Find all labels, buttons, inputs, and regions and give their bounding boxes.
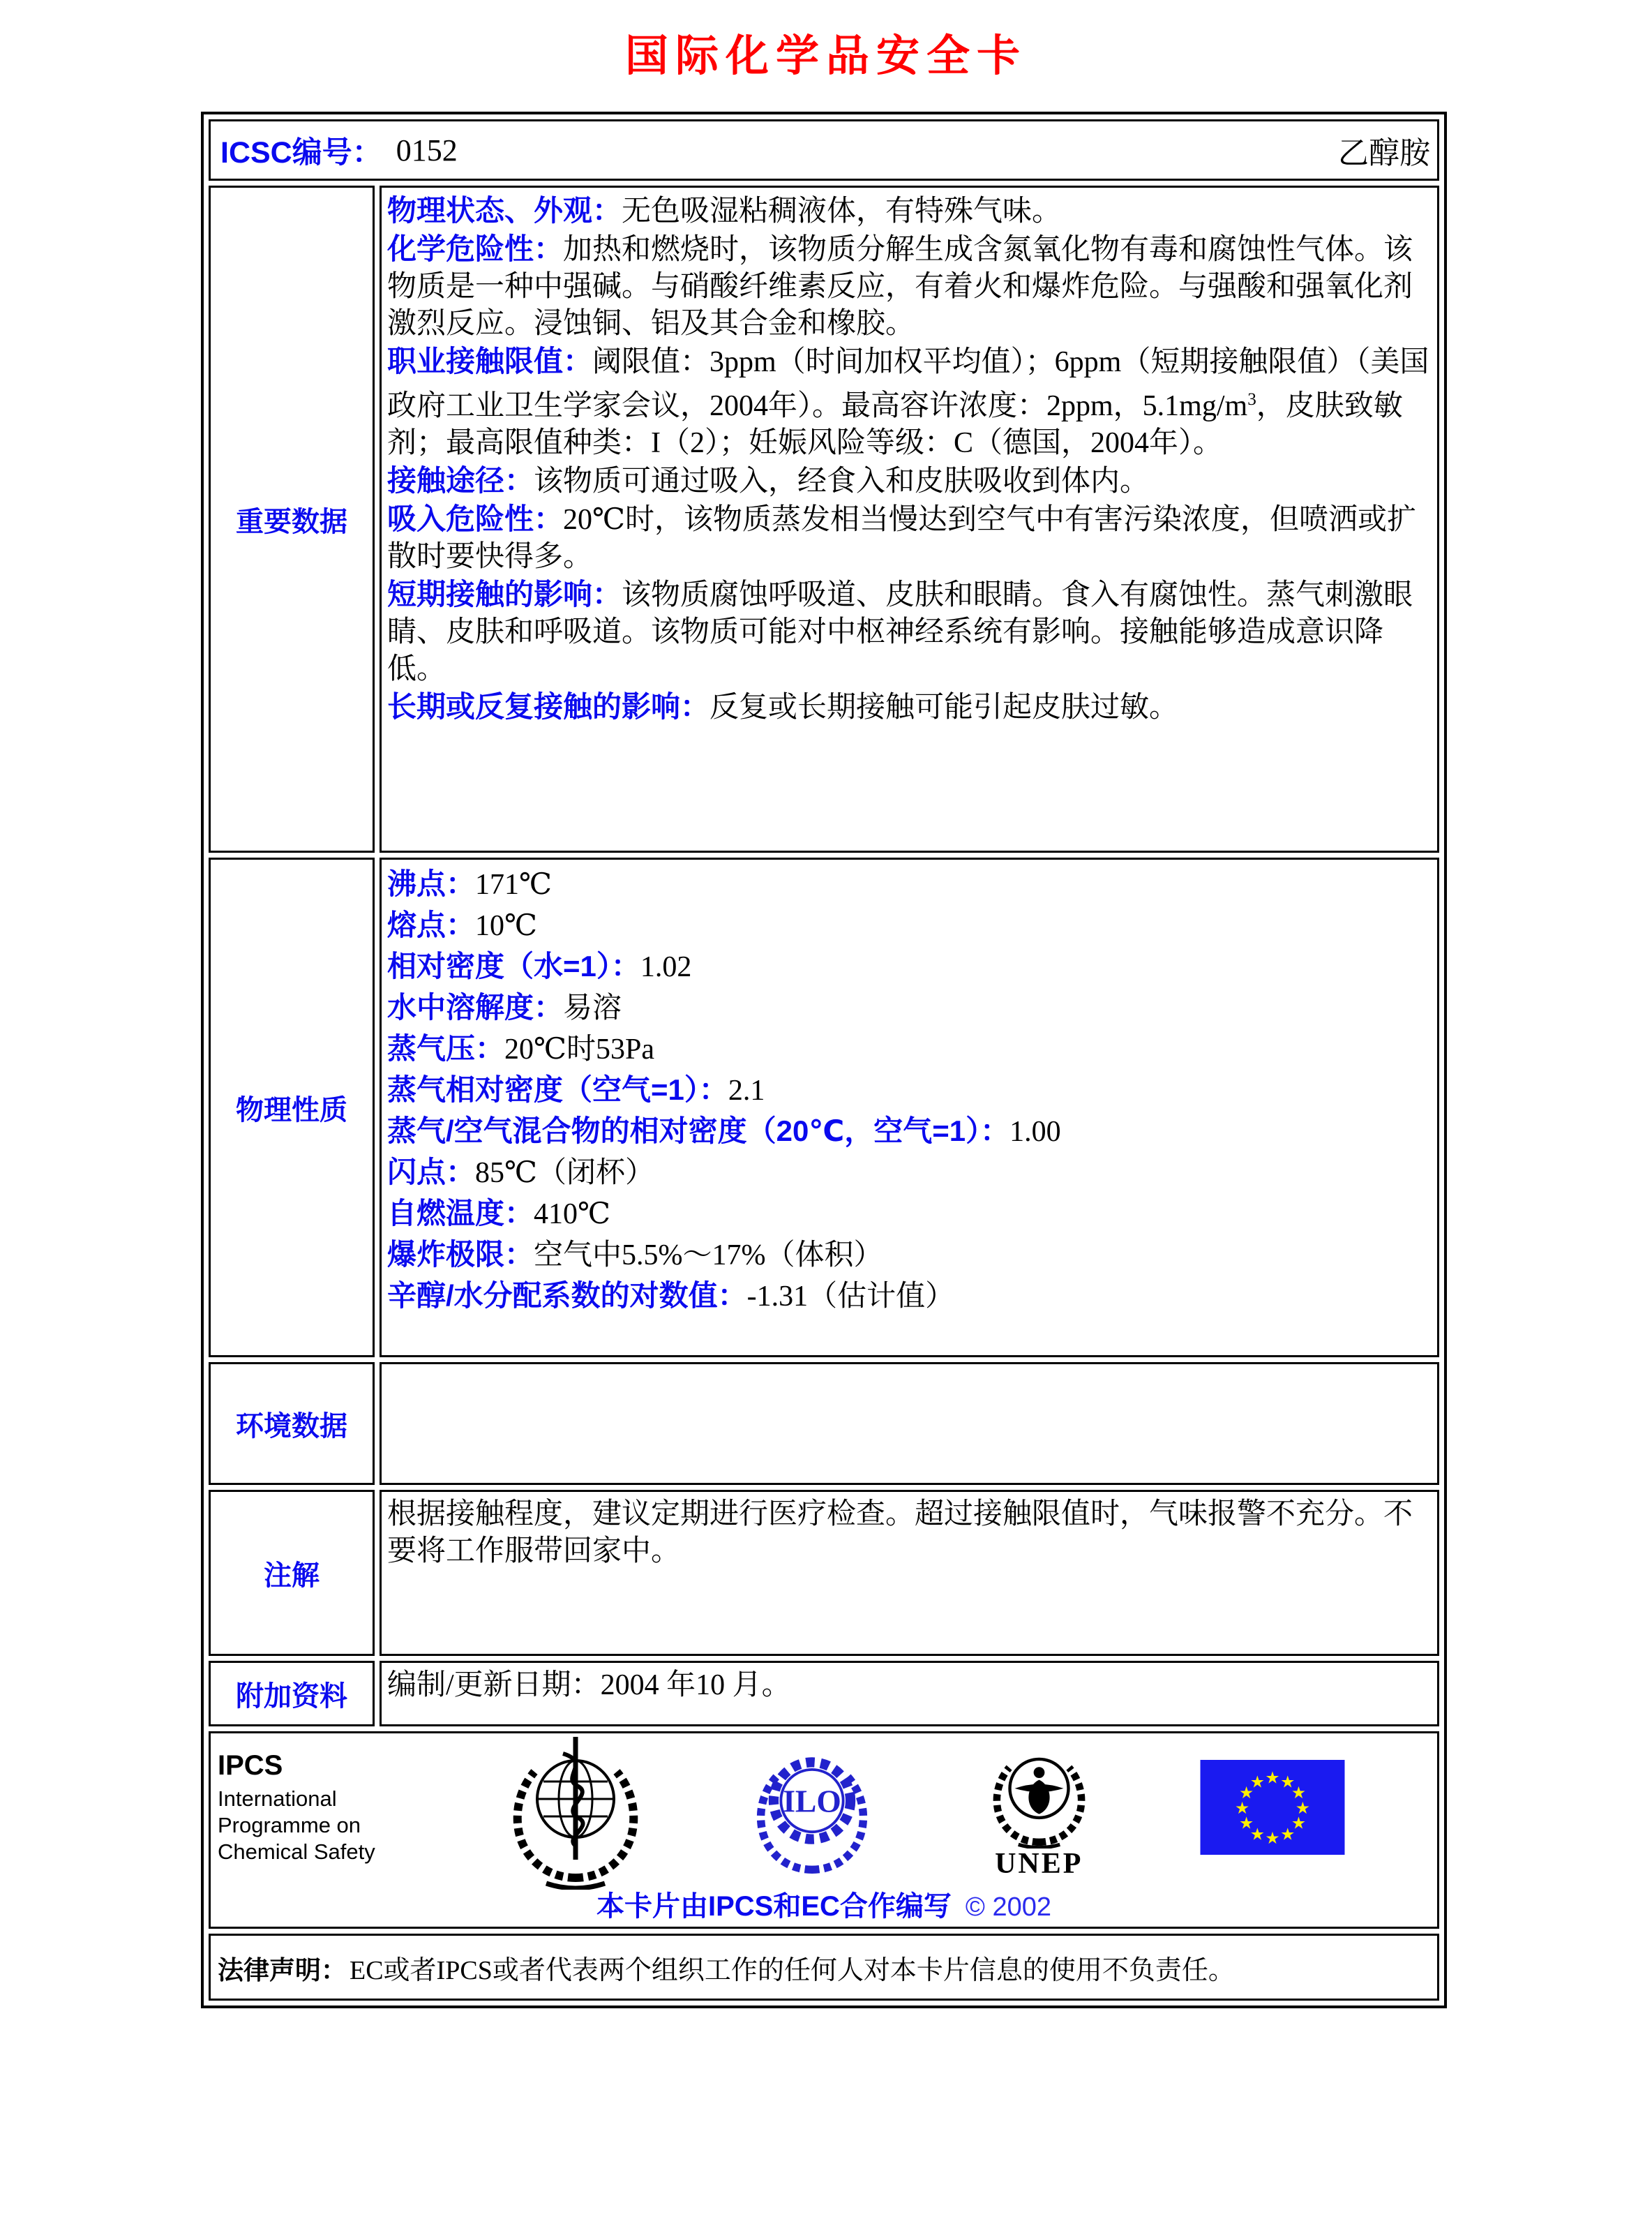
section-label-physical-properties: 物理性质 [209,858,375,1357]
icsc-number-label: ICSC编号： [220,135,382,170]
ipcs-line-2: Programme on [218,1812,361,1837]
text-segment-label: 职业接触限值： [387,345,593,378]
unep-caption: UNEP [995,1848,1083,1880]
svg-text:★: ★ [1238,1813,1254,1833]
svg-text:★: ★ [1249,1772,1265,1792]
paragraph [387,343,1432,462]
text-segment-body: 空气中5.5%～17%（体积） [534,1239,883,1271]
text-segment-label: 熔点： [387,909,476,941]
text-segment-label: 相对密度（水=1）： [387,950,640,983]
credit-line [211,1884,1437,1924]
text-segment-body: 该物质可通过吸入，经食入和皮肤吸收到体内。 [534,465,1150,498]
svg-text:★: ★ [1291,1783,1307,1803]
notes-row [209,1490,1439,1656]
icsc-card-table [201,112,1447,2008]
header-cell [209,119,1439,181]
ipcs-acronym: IPCS [218,1749,283,1781]
legal-cell [209,1934,1439,2001]
important-data-row [209,186,1439,853]
svg-text:★: ★ [1249,1824,1265,1844]
text-segment-body: 20℃时53Pa [504,1033,654,1066]
text-segment-body: 加热和燃烧时，该物质分解生成含氮氧化物有毒和腐蚀性气体。该物质是一种中强碱。与硝酸纤维素反应，有着火和爆炸危险。与强酸和强氧化剂激烈反应。浸蚀铜、铝及其合金和橡胶。 [387,234,1413,340]
legal-row [209,1934,1439,2001]
paragraph [387,1496,1432,1570]
text-segment-label: 蒸气相对密度（空气=1）： [387,1073,728,1106]
text-segment-body: 410℃ [534,1198,610,1230]
text-segment-label: 接触途径： [387,464,534,497]
text-segment-label: 化学危险性： [387,232,564,265]
ilo-logo-icon [746,1740,878,1876]
paragraph [387,230,1432,343]
eu-flag-icon [1200,1760,1345,1855]
header-row [209,119,1439,181]
text-segment-body: 反复或长期接触可能引起皮肤过敏。 [709,692,1179,724]
paragraph [387,946,1432,987]
text-segment-body: 20℃时，该物质蒸发相当慢达到空气中有害污染浓度，但喷洒或扩散时要快得多。 [387,504,1417,573]
text-segment-label: 物理状态、外观： [387,194,622,227]
text-segment-body: 易溶 [563,992,622,1024]
footer-cell [209,1731,1439,1929]
paragraph [387,1029,1432,1070]
text-segment-label: 沸点： [387,867,476,900]
physical-properties-row [209,858,1439,1357]
text-segment-body: 1.02 [640,951,692,983]
paragraph [387,1070,1432,1111]
text-segment-label: 蒸气压： [387,1032,505,1065]
text-segment-label: 辛醇/水分配系数的对数值： [387,1279,747,1312]
ilo-letters: ILO [782,1783,841,1819]
paragraph [387,576,1432,688]
paragraph [387,1234,1432,1276]
svg-text:★: ★ [1280,1824,1296,1844]
paragraph [387,462,1432,500]
section-content-environmental-data [380,1362,1439,1485]
section-content-notes [380,1490,1439,1656]
additional-info-row [209,1661,1439,1726]
text-segment-body: 根据接触程度，建议定期进行医疗检查。超过接触限值时，气味报警不充分。不要将工作服带回家中。 [387,1498,1413,1567]
text-segment-label: 长期或反复接触的影响： [387,690,710,723]
text-segment-body: 2.1 [728,1075,765,1107]
paragraph [387,987,1432,1029]
ipcs-line-1: International [218,1786,337,1811]
text-segment-label: 水中溶解度： [387,991,564,1024]
text-segment-body: 编制/更新日期：2004 年10 月。 [387,1669,791,1701]
page-title: 国际化学品安全卡 [624,33,1027,80]
paragraph [387,864,1432,905]
paragraph [387,1193,1432,1234]
section-label-important-data: 重要数据 [209,186,375,853]
chemical-name: 乙醇胺 [1338,136,1430,170]
section-content-additional-info [380,1661,1439,1726]
text-segment-body: 85℃（闭杯） [475,1157,654,1189]
svg-text:★: ★ [1235,1798,1250,1818]
icsc-number-value: 0152 [396,133,458,167]
paragraph [387,500,1432,576]
text-segment-label: 蒸气/空气混合物的相对密度（20℃，空气=1）： [387,1114,1010,1147]
paragraph [387,1111,1432,1152]
text-segment-body: -1.31（估计值） [746,1280,955,1313]
svg-text:★: ★ [1280,1772,1296,1792]
section-content-important-data [380,186,1439,853]
text-segment-label: 爆炸极限： [387,1238,534,1271]
text-segment-body: 该物质腐蚀呼吸道、皮肤和眼睛。食入有腐蚀性。蒸气刺激眼睛、皮肤和呼吸道。该物质可能对中枢神经系统有影响。接触能够造成意识降低。 [387,579,1413,685]
text-segment-label: 闪点： [387,1156,476,1188]
ipcs-line-3: Chemical Safety [218,1839,375,1864]
paragraph [387,1276,1432,1317]
text-segment-body: 1.00 [1009,1116,1061,1148]
paragraph [387,1152,1432,1193]
paragraph [387,905,1432,946]
text-segment-body: 无色吸湿粘稠液体，有特殊气味。 [622,195,1062,227]
text-segment-body: 阈限值：3ppm（时间加权平均值）；6ppm（短期接触限值）（美国政府工业卫生学家会议，2004年）。最高容许浓度：2ppm，5.1mg/m [387,346,1429,422]
text-segment-body: 10℃ [475,910,537,942]
legal-label: 法律声明： [218,1955,347,1985]
credit-copyright: © 2002 [965,1892,1052,1922]
section-label-environmental-data: 环境数据 [209,1362,375,1485]
footer-row [209,1731,1439,1929]
text-segment-sup: 3 [1247,390,1256,409]
text-segment-label: 吸入危险性： [387,502,564,535]
svg-text:★: ★ [1291,1813,1307,1833]
svg-text:★: ★ [1295,1798,1310,1818]
ipcs-text-block [218,1750,406,1865]
text-segment-body: ，皮肤致敏剂；最高限值种类：I（2）；妊娠风险等级：C（德国，2004年）。 [387,390,1403,459]
environmental-data-row [209,1362,1439,1485]
section-label-additional-info: 附加资料 [209,1661,375,1726]
unep-logo-icon [978,1737,1100,1878]
paragraph [387,688,1432,726]
paragraph [387,192,1432,230]
text-segment-label: 自燃温度： [387,1197,534,1230]
who-logo-icon [506,1731,645,1890]
section-content-physical-properties [380,858,1439,1357]
svg-text:★: ★ [1265,1768,1280,1788]
text-segment-label: 短期接触的影响： [387,578,622,611]
svg-text:★: ★ [1265,1828,1280,1849]
legal-text: EC或者IPCS或者代表两个组织工作的任何人对本卡片信息的使用不负责任。 [350,1955,1235,1985]
logos-row [211,1739,1437,1880]
text-segment-body: 171℃ [475,869,552,901]
svg-text:★: ★ [1238,1783,1254,1803]
section-label-notes: 注解 [209,1490,375,1656]
paragraph [387,1667,1432,1704]
credit-text: 本卡片由IPCS和EC合作编写 [596,1891,952,1922]
